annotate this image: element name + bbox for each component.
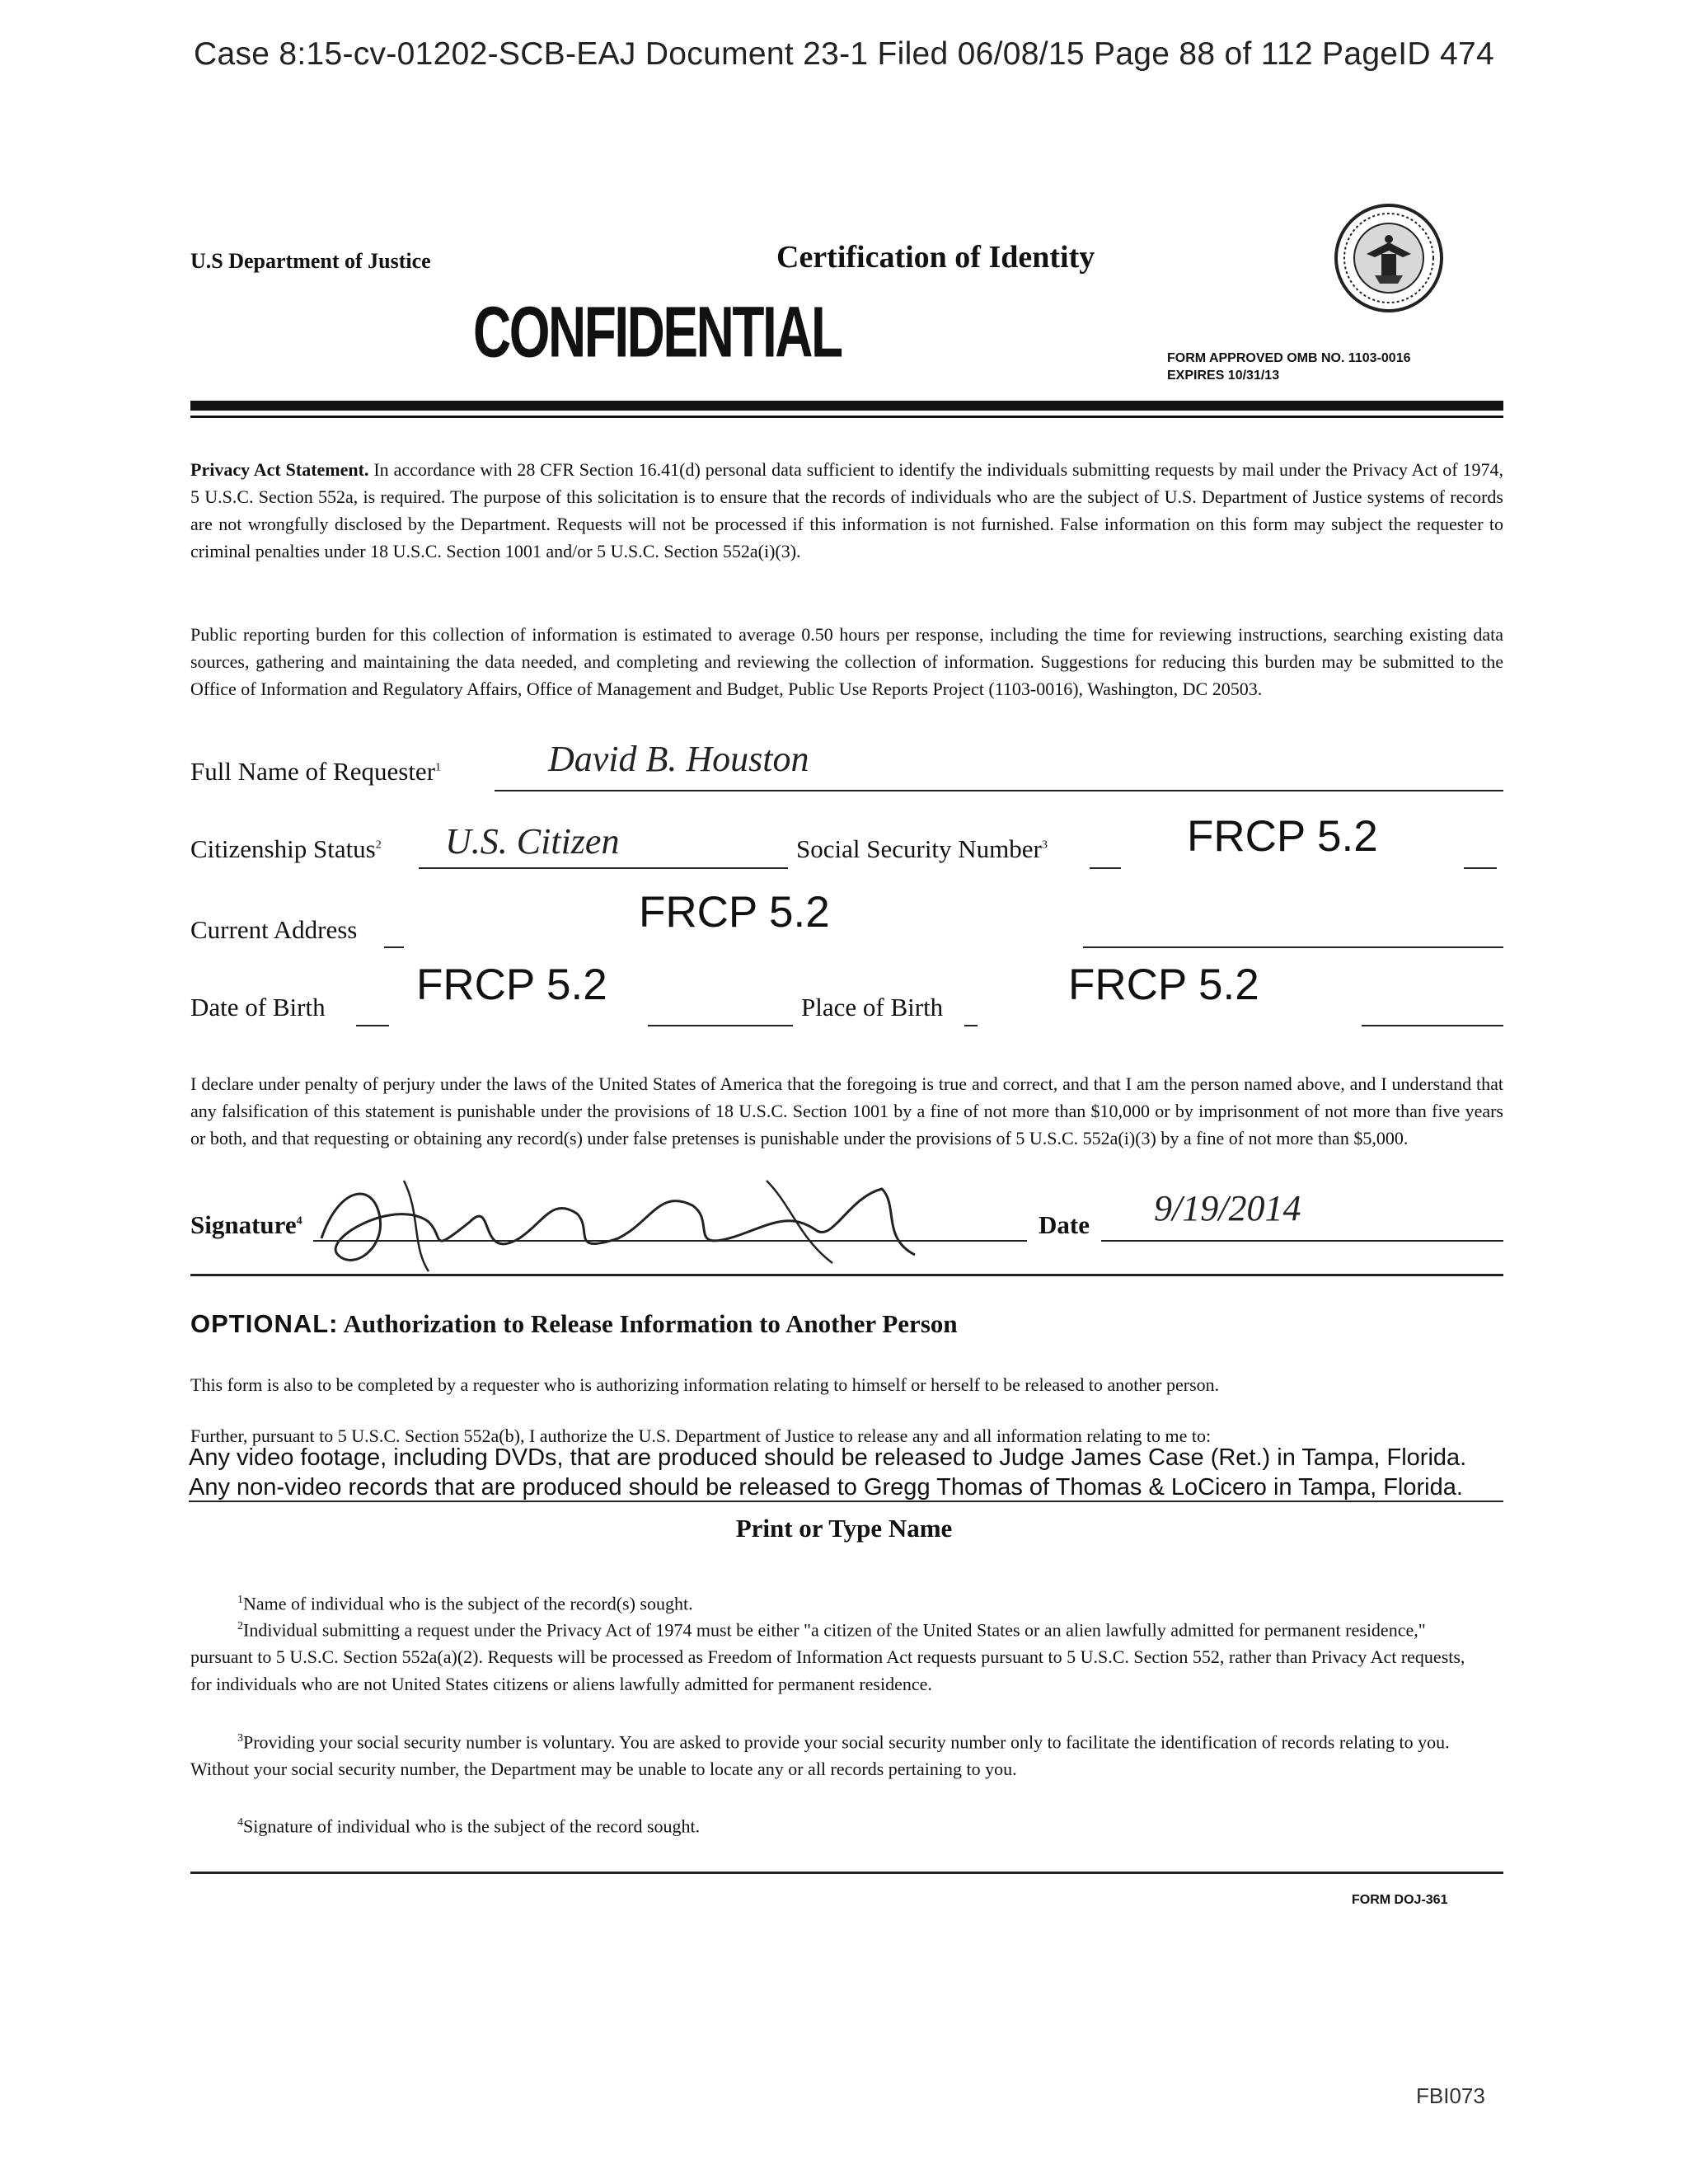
burden-statement: Public reporting burden for this collection of information is estimated to average 0.50 hours per response, including the time for reviewing instructions, searching existing data sources, gathering and maintaining the data needed, and completing and reviewing the collection of information. Suggestions for reducing this burden may be submitted to the Office of Information and Regulatory Affairs, Office of Management and Budget, Public Use Reports Project (1103-0016), Washington, DC 20503. [190,624,1503,699]
pob-line-right [1362,1025,1503,1026]
release-records-text[interactable]: Any non-video records that are produced should be released to Gregg Thomas of Thomas & LoCicero in Tampa, Florida. [189,1474,1463,1501]
signature-section-rule [190,1274,1503,1276]
ssn-line-left [1090,867,1121,869]
confidential-stamp: CONFIDENTIAL [473,291,842,373]
pob-redaction: FRCP 5.2 [1068,960,1259,1009]
handwritten-signature[interactable] [305,1164,964,1280]
form-number: FORM DOJ-361 [1352,1893,1448,1907]
dob-line-left [356,1025,389,1026]
date-line [1101,1240,1503,1242]
privacy-body: In accordance with 28 CFR Section 16.41(d) personal data sufficient to identify the individuals submitting requests by mail under the Privacy Act of 1974, 5 U.S.C. Section 552a, is required. The purpose of this solicitation is to ensure that the records of individuals who are the subject of U.S. Department of Justice systems of records are not wrongfully disclosed by the Department. Requests will not be processed if this information is not furnished. False information on this form may subject the requester to criminal penalties under 18 U.S.C. Section 1001 and/or 5 U.S.C. Section 552a(i)(3). [190,459,1503,561]
current-address-label: Current Address [190,915,358,944]
ssn-label: Social Security Number$^3$ [796,834,1048,863]
address-line-left [384,946,404,948]
form-title: Certification of Identity [776,240,1095,275]
footnote-2: $^2$Individual submitting a request under the Privacy Act of 1974 must be either "a citizen of the United States or an alien lawfully admitted for permanent residence," pursuant to 5 U.S.C. Section 552a(a)(2). Requests will be processed as Freedom of Information Act requests pursuant to 5 U.S.C. Section 552, rather than Privacy Act requests, for individuals who are not United States citizens or aliens lawfully admitted for permanent residence. [190,1619,1465,1695]
address-redaction: FRCP 5.2 [639,888,830,937]
date-label: Date [1039,1210,1090,1239]
header-rule [190,401,1503,411]
footnote-4: $^4$Signature of individual who is the subject of the record sought. [237,1815,701,1837]
omb-expiry: EXPIRES 10/31/13 [1167,369,1280,383]
ssn-redaction: FRCP 5.2 [1187,812,1378,861]
dob-redaction: FRCP 5.2 [416,960,607,1009]
release-video-text[interactable]: Any video footage, including DVDs, that are produced should be released to Judge James Case (Ret.) in Tampa, Florida. [189,1444,1467,1471]
print-name-line [189,1501,1503,1502]
full-name-value[interactable]: David B. Houston [548,739,809,779]
citizenship-label: Citizenship Status$^2$ [190,834,382,863]
full-name-line [495,790,1503,791]
privacy-act-statement [190,456,1503,565]
department-name: U.S Department of Justice [190,249,431,273]
perjury-declaration: I declare under penalty of perjury under the laws of the United States of America that the foregoing is true and correct, and that I am the person named above, and I understand that any falsification of this statement is punishable under the provisions of 18 U.S.C. Section 1001 by a fine of not more than $10,000 or by imprisonment of not more than five years or both, and that requesting or obtaining any record(s) under false pretenses is punishable under the provisions of 5 U.S.C. 552a(i)(3) by a fine of not more than $5,000. [190,1073,1503,1148]
dob-line-right [648,1025,793,1026]
dob-label: Date of Birth [190,993,326,1022]
pob-label: Place of Birth [801,993,944,1022]
citizenship-value[interactable]: U.S. Citizen [445,821,620,862]
privacy-heading: Privacy Act Statement. [190,459,369,480]
omb-approval [1167,350,1411,384]
footnote-1: $^1$Name of individual who is the subject of the record(s) sought. [237,1593,693,1614]
footnote-3: $^3$Providing your social security number is voluntary. You are asked to provide your social security number only to facilitate the identification of records relating to you. Without your social security number, the Department may be unable to locate any or all records pertaining to you. [190,1731,1450,1780]
authorization-statement: Further, pursuant to 5 U.S.C. Section 552a(b), I authorize the U.S. Department of Justice to release any and all information relating to me to: [190,1425,1212,1446]
footer-rule [190,1872,1503,1874]
header-rule-thin [190,416,1503,418]
citizenship-line [419,867,788,869]
address-line-right [1083,946,1503,948]
omb-number: FORM APPROVED OMB NO. 1103-0016 [1167,351,1411,365]
optional-word: OPTIONAL: [190,1309,339,1338]
full-name-label: Full Name of Requester$^1$ [190,757,442,786]
optional-heading-text: Authorization to Release Information to Another Person [343,1309,958,1338]
print-or-type-name-label: Print or Type Name [735,1514,953,1543]
pob-line-left [964,1025,978,1026]
optional-heading [190,1309,958,1339]
bates-number: FBI073 [1416,2083,1485,2108]
optional-instructions: This form is also to be completed by a requester who is authorizing information relating to himself or herself to be released to another person. [190,1374,1220,1395]
ssn-line-right [1464,867,1497,869]
signature-label: Signature$^4$ [190,1210,302,1239]
signature-date-value[interactable]: 9/19/2014 [1154,1188,1301,1228]
doj-seal-icon [1334,203,1444,313]
case-header-stamp: Case 8:15-cv-01202-SCB-EAJ Document 23-1 Filed 06/08/15 Page 88 of 112 PageID 474 [193,36,1494,72]
